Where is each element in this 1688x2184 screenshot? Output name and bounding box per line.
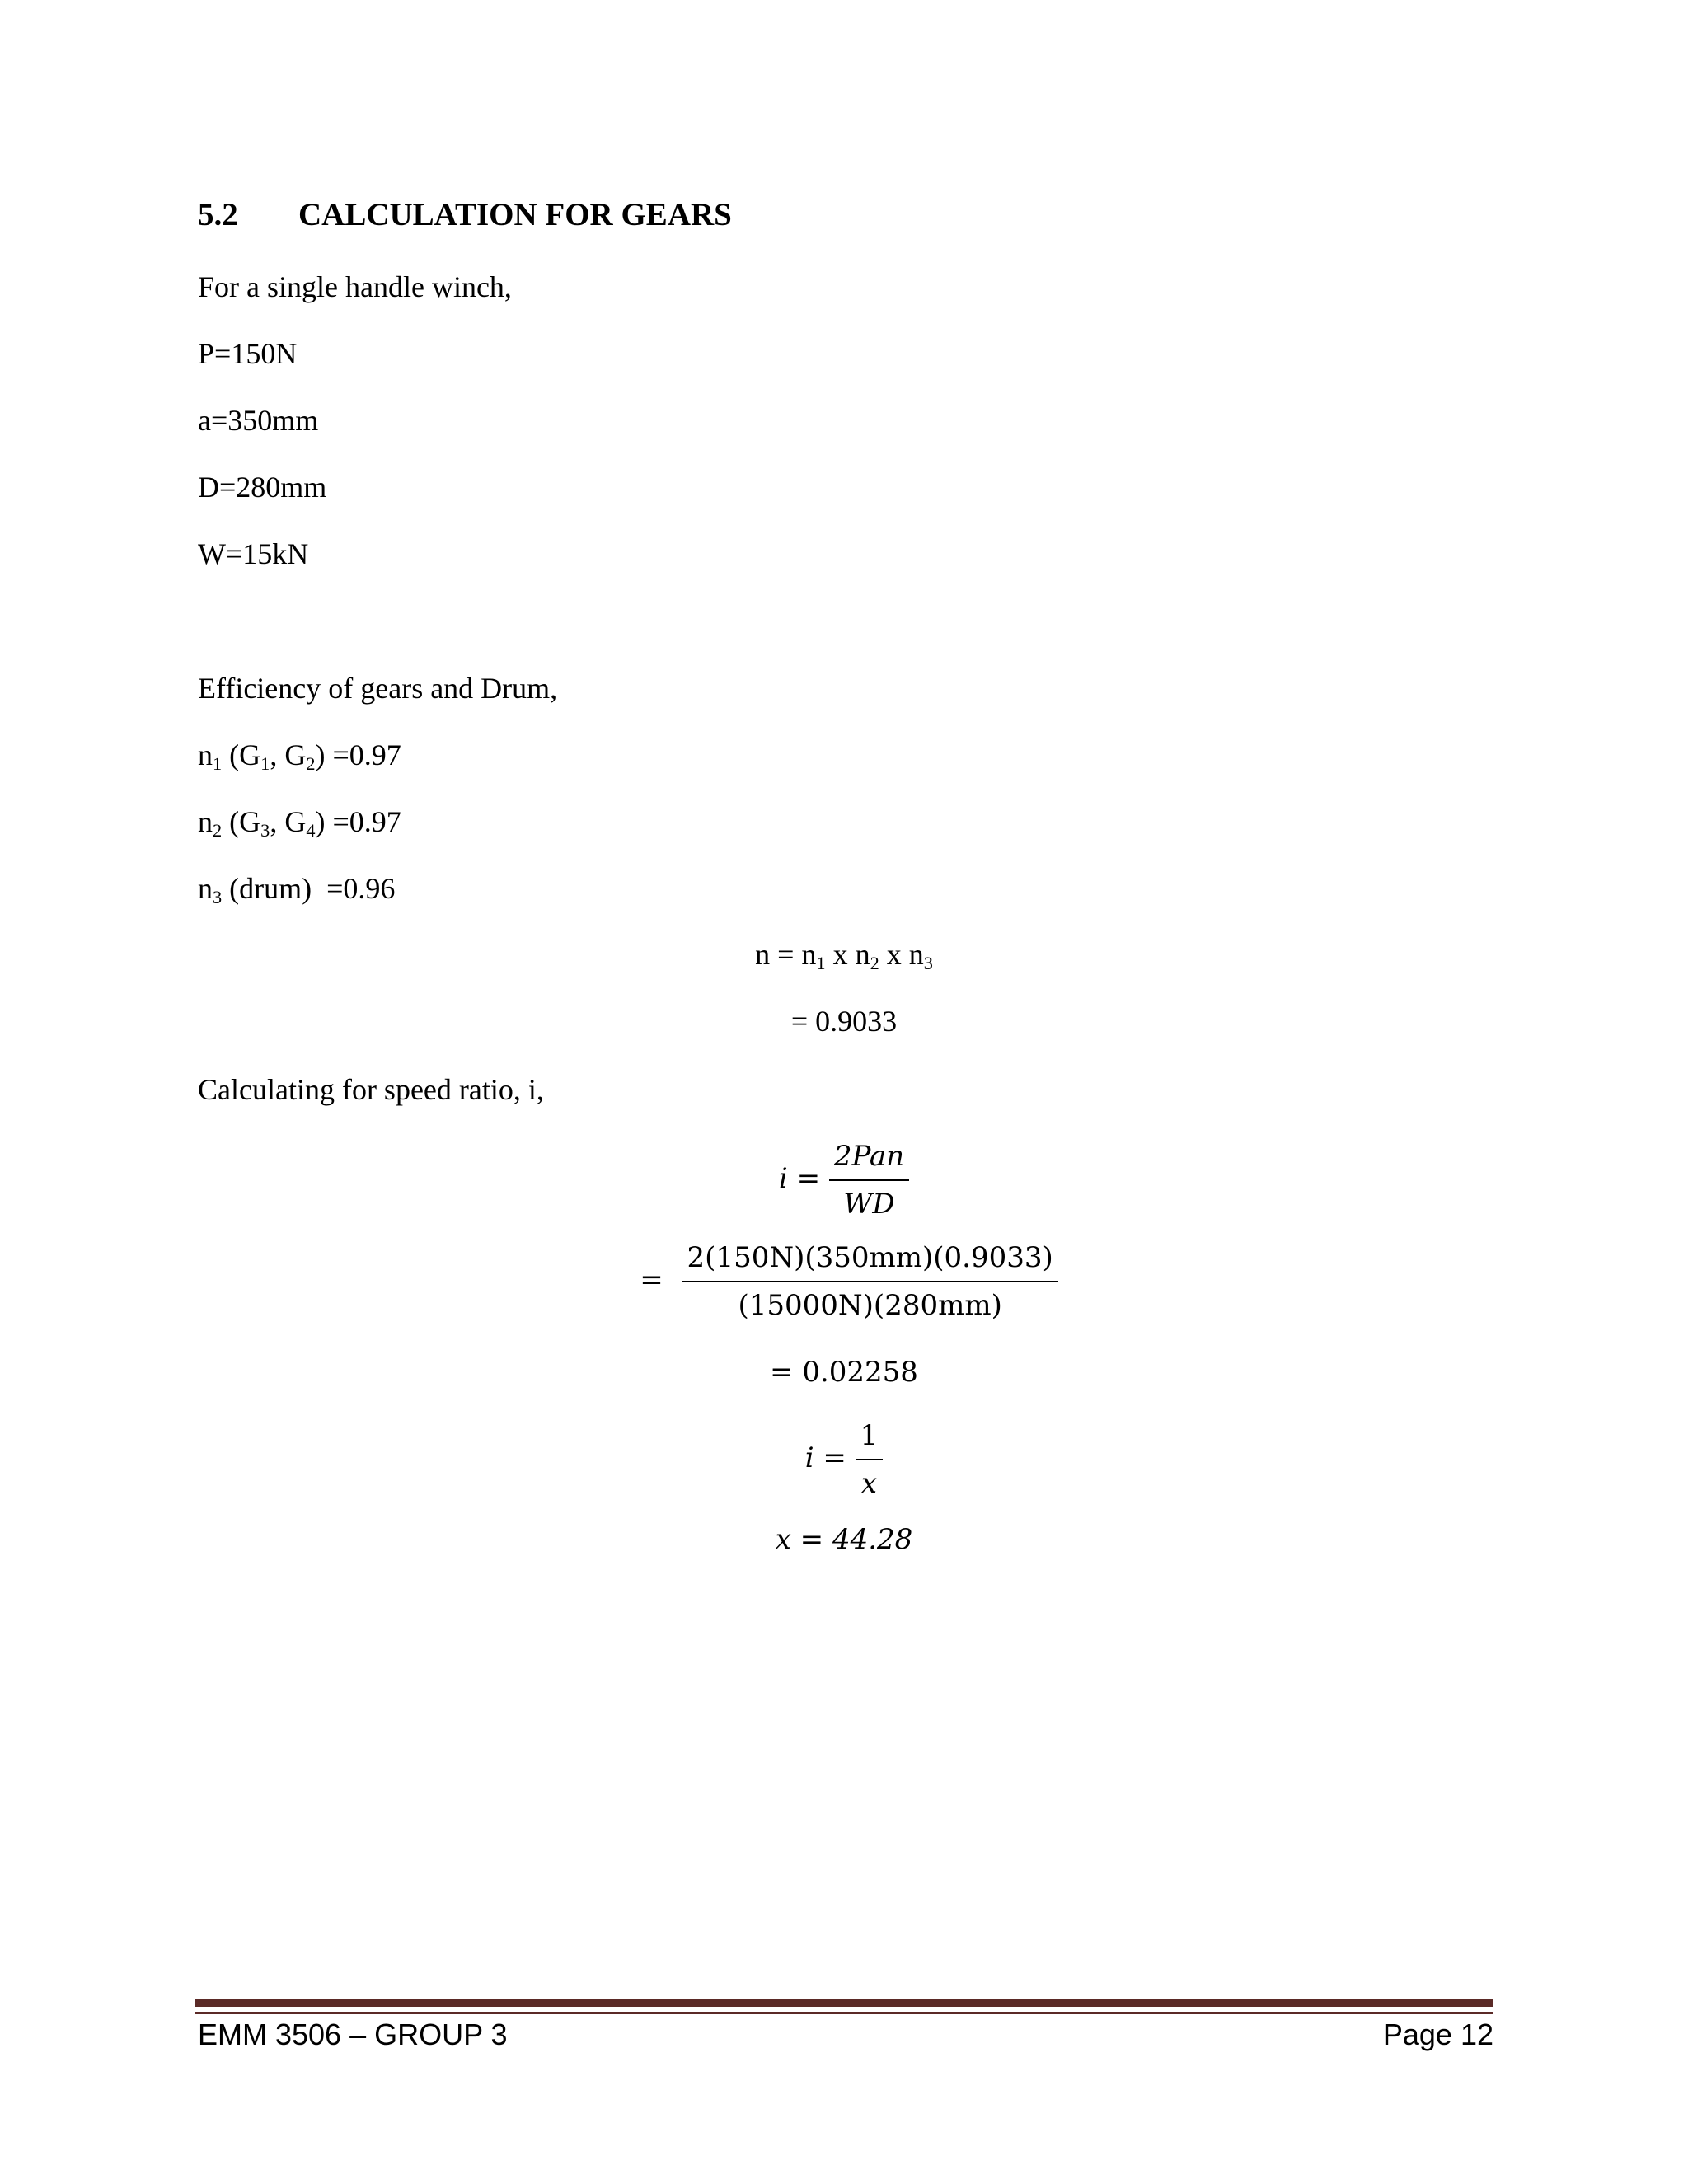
x-result: x = 44.28: [775, 1523, 913, 1556]
efficiency-n2: $n_2$ ($G_3$, $G_4) =0.97$: [198, 805, 401, 841]
n1-symbol: n: [198, 738, 213, 771]
efficiency-heading: Efficiency of gears and Drum,: [198, 672, 558, 705]
given-d: D=280mm: [198, 471, 327, 504]
footer-left: EMM 3506 – GROUP 3: [198, 2018, 508, 2051]
speed-ratio-inverse: i = $\frac{1}{x}$: [0, 1419, 1688, 1500]
section-heading: [198, 196, 732, 233]
speed-ratio-heading: Calculating for speed ratio, i,: [198, 1073, 544, 1106]
section-title: CALCULATION FOR GEARS: [298, 197, 732, 232]
given-w: W=15kN: [198, 537, 309, 570]
intro-text: For a single handle winch,: [198, 270, 512, 303]
given-p: P=150N: [198, 337, 298, 370]
efficiency-n3: $n_3$ (drum) =0.96: [198, 872, 396, 908]
formula-fraction: $\frac{\text{2Pan}}{WD}$: [829, 1140, 909, 1221]
speed-ratio-formula: i = $\frac{\text{2Pan}}{WD}$: [0, 1140, 1688, 1221]
substitution-fraction: $\frac{2(150N)(350mm)(0.9033)}{(15000N)(280mm)}$: [682, 1241, 1058, 1322]
n3-symbol: n: [198, 872, 213, 905]
speed-ratio-substitution: = $\frac{2(150N)(350mm)(0.9033)}{(15000N)(280mm)}$: [0, 1241, 1688, 1322]
footer-rule-thin: [195, 2012, 1493, 2014]
footer-rule-thick: [195, 1999, 1493, 2007]
n1-value: =0.97: [332, 738, 401, 771]
inverse-fraction: $\frac{1}{x}$: [856, 1419, 884, 1500]
speed-ratio-result: = 0.02258: [770, 1356, 918, 1389]
n2-symbol: n: [198, 805, 213, 838]
given-a: a=350mm: [198, 404, 319, 437]
total-efficiency-result: = 0.9033: [790, 1005, 898, 1038]
n3-value: =0.96: [326, 872, 396, 905]
n2-value: =0.97: [332, 805, 401, 838]
n3-label: (drum): [229, 872, 312, 905]
efficiency-n1: $n_1$ ($G_1$, $G_2) =0.97$: [198, 738, 401, 775]
section-number: 5.2: [198, 197, 238, 232]
footer-page-number: Page 12: [1382, 2018, 1493, 2051]
total-efficiency-equation: $n = n_1$ x $n_2$ x $n_3$: [755, 938, 933, 974]
